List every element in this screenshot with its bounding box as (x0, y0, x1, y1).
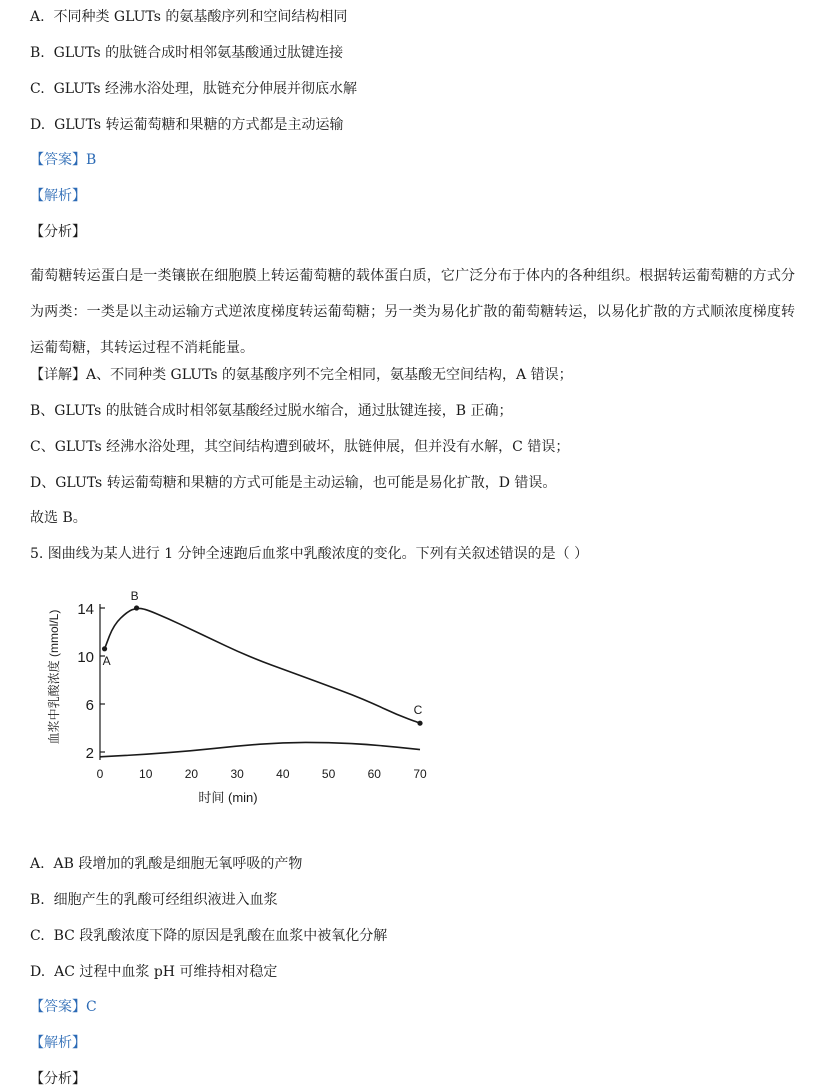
x-tick-label: 20 (184, 767, 199, 781)
y-tick-label: 6 (85, 697, 94, 714)
y-axis-label: 血浆中乳酸浓度 (mmol/L) (47, 609, 61, 745)
q4-detail-b: B、GLUTs 的肽链合成时相邻氨基酸经过脱水缩合，通过肽键连接，B 正确； (30, 403, 513, 419)
q4-analysis-paragraph: 葡萄糖转运蛋白是一类镶嵌在细胞膜上转运葡萄糖的载体蛋白质，它广泛分布于体内的各种组织。根据转运葡萄糖的方式分为两类：一类是以主动运输方式逆浓度梯度转运葡萄糖；另一类为易化扩散的葡萄糖转运，以易化扩散的方式顺浓度梯度转运葡萄糖，其转运过程不消耗能量。 (30, 268, 795, 356)
q5-stem: 5. 图曲线为某人进行 1 分钟全速跑后血浆中乳酸浓度的变化。下列有关叙述错误的是（ ） (30, 546, 589, 562)
q4-option-a: A. 不同种类 GLUTs 的氨基酸序列和空间结构相同 (30, 9, 348, 25)
q5-jiexi-heading: 【解析】 (30, 1035, 86, 1051)
y-tick-label: 2 (85, 745, 94, 762)
q4-answer: 【答案】B (30, 152, 97, 168)
point-a (102, 646, 107, 651)
x-tick-label: 60 (367, 767, 381, 781)
q4-fenxi-heading: 【分析】 (30, 224, 86, 240)
q5-option-a: A. AB 段增加的乳酸是细胞无氧呼吸的产物 (30, 856, 303, 872)
q4-jiexi-heading: 【解析】 (30, 188, 86, 204)
q4-detail-a: 【详解】A、不同种类 GLUTs 的氨基酸序列不完全相同，氨基酸无空间结构，A 错误； (30, 367, 573, 383)
q5-option-d: D. AC 过程中血浆 pH 可维持相对稳定 (30, 964, 278, 980)
q5-option-b: B. 细胞产生的乳酸可经组织液进入血浆 (30, 892, 278, 908)
x-tick-label: 10 (139, 767, 153, 781)
q5-fenxi-heading: 【分析】 (30, 1071, 86, 1087)
series-line-lactate (102, 608, 420, 723)
q4-detail-d: D、GLUTs 转运葡萄糖和果糖的方式可能是主动运输，也可能是易化扩散，D 错误。 (30, 475, 557, 491)
chart-points (102, 589, 423, 726)
chart-series (100, 608, 420, 756)
q4-conclusion: 故选 B。 (30, 510, 87, 526)
y-tick-label: 14 (77, 601, 94, 618)
q5-option-c: C. BC 段乳酸浓度下降的原因是乳酸在血浆中被氧化分解 (30, 928, 388, 944)
x-tick-label: 50 (321, 767, 336, 781)
point-label-c: C (413, 703, 423, 718)
q4-option-b: B. GLUTs 的肽链合成时相邻氨基酸通过肽键连接 (30, 45, 344, 61)
point-label-b: B (130, 589, 139, 603)
q4-option-d: D. GLUTs 转运葡萄糖和果糖的方式都是主动运输 (30, 117, 344, 133)
x-axis-label: 时间 (min) (198, 790, 258, 805)
point-c (417, 721, 422, 726)
chart-ticks (77, 601, 427, 781)
point-label-a: A (102, 653, 111, 668)
x-tick-label: 40 (276, 767, 290, 781)
lactate-chart-svg (30, 580, 450, 815)
x-tick-label: 0 (96, 767, 104, 781)
point-b (134, 605, 139, 610)
x-tick-label: 30 (230, 767, 244, 781)
q4-option-c: C. GLUTs 经沸水浴处理，肽链充分伸展并彻底水解 (30, 81, 358, 97)
q5-answer: 【答案】C (30, 999, 97, 1015)
lactate-chart (30, 580, 450, 815)
x-tick-label: 70 (413, 767, 427, 781)
y-tick-label: 10 (77, 649, 94, 666)
series-line-baseline (100, 742, 420, 756)
q4-detail-c: C、GLUTs 经沸水浴处理，其空间结构遭到破坏，肽链伸展，但并没有水解，C 错误； (30, 439, 570, 455)
